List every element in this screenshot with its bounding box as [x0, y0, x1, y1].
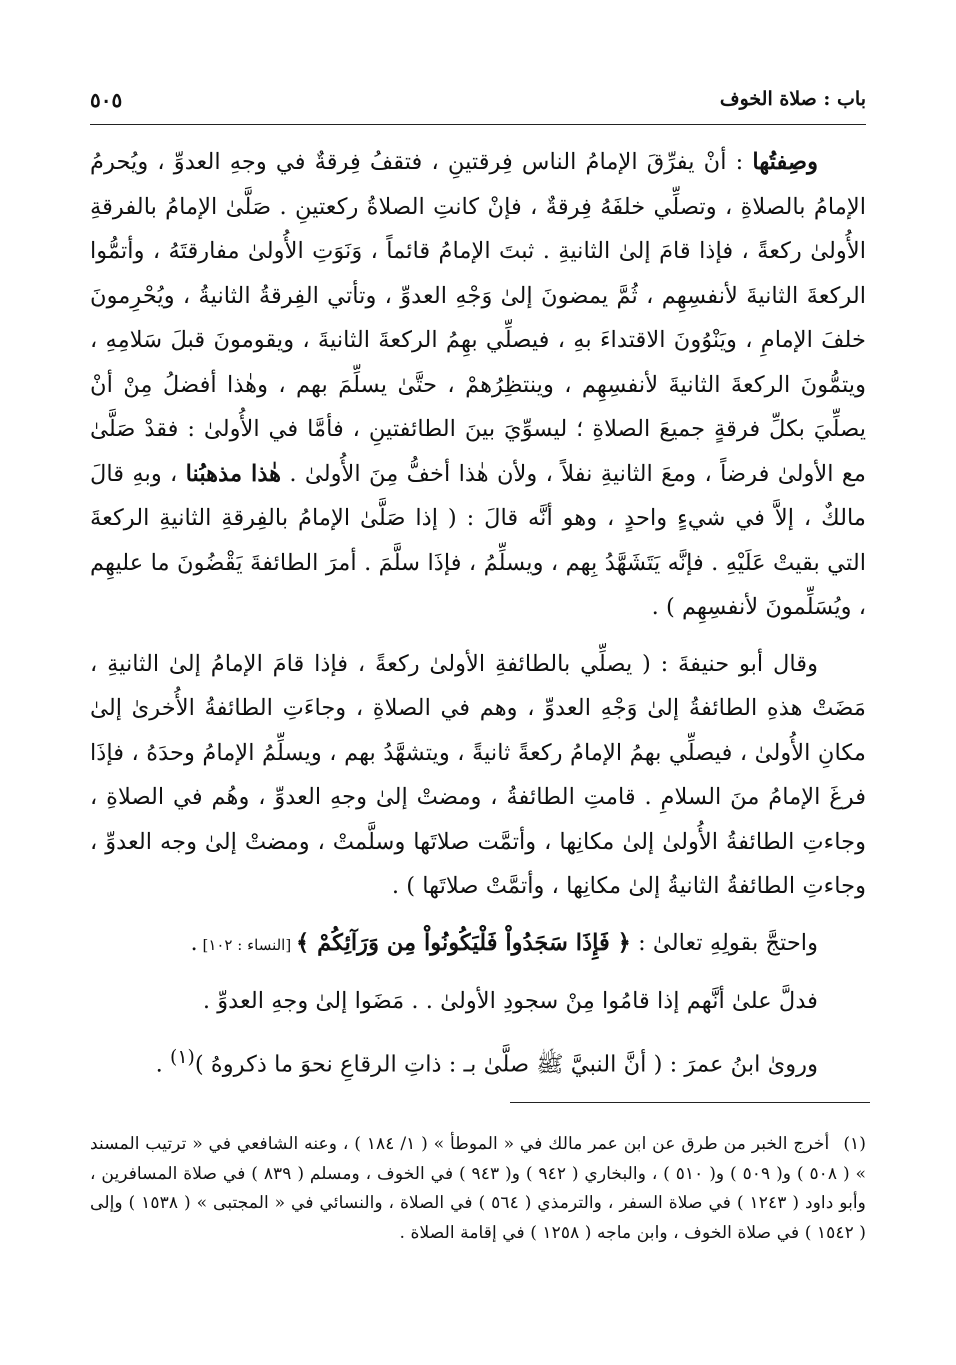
section-lead-word: وصِفتُها — [752, 149, 818, 175]
chapter-title: باب : صلاة الخوف — [719, 88, 866, 110]
paragraph-end: . — [155, 1051, 171, 1078]
footnote-reference[interactable]: (١) — [170, 1046, 195, 1068]
paragraph-description — [90, 140, 866, 630]
footnote-text: أخرج الخبر من طرق عن ابن عمر مالك في « الموطأ » ( ١/ ١٨٤ ) ، وعنه الشافعي في « ترتيب المسند » ( ٥٠٨ ) و( ٥٠٩ ) و( ٥١٠ ) ، والبخاري ( ٩٤٢ ) و( ٩٤٣ ) في الخوف ، ومسلم ( ٨٣٩ ) في صلاة المسافرين ، وأبو داود ( ١٢٤٣ ) في صلاة السفر ، والترمذي ( ٥٦٤ ) في الصلاة ، والنسائي في « المجتبى » ( ١٥٣٨ ) وإلى ( ١٥٤٢ ) في صلاة الخوف ، وابن ماجه ( ١٢٥٨ ) في إقامة الصلاة . — [90, 1134, 867, 1243]
quran-verse: ﴿ فَإِذَا سَجَدُواْ فَلْيَكُونُواْ مِن وَرَآئِكُمْ ﴾ — [295, 929, 631, 956]
paragraph-hadith — [90, 1036, 866, 1087]
header-divider — [90, 124, 866, 125]
paragraph-text: وروىٰ ابنُ عمرَ : ( أنَّ النبيَّ ﷺ صلَّىٰ بـ : ذاتِ الرقاعِ نحوَ ما ذكروهُ ) — [194, 1051, 818, 1078]
paragraph-text-continued: ، وبهِ قالَ مالكٌ ، إلاَّ في شيءٍ واحدٍ ، وهو أنَّه قالَ : ( إذا صَلَّىٰ الإمامُ بالفِرقةِ الثانيةِ الركعةَ التي بقيتْ عَلَيْهِ . فإنَّه يَتَشَهَّدُ بِهم ، ويسلِّمُ ، فإذَا سلَّمَ . أمرَ الطائفةَ يَقْضُونَ ما عليهِم ، ويُسَلِّمونَ لأنفسِهِم ) . — [90, 460, 866, 620]
main-text — [90, 140, 866, 1099]
paragraph-text: واحتجَّ بقولِهِ تعالىٰ : — [630, 929, 818, 956]
running-header — [90, 88, 866, 122]
madhhab-statement: هٰذا مذهبُنا — [185, 460, 282, 487]
footnote-item — [90, 1130, 866, 1248]
paragraph-text: فدلَّ علىٰ أنَّهم إذا قامُوا مِنْ سجودِ الأولىٰ . . مَضَوا إلىٰ وجهِ العدوِّ . — [202, 988, 818, 1014]
footnote-divider — [510, 1102, 870, 1103]
footnote-marker: (١) — [843, 1134, 866, 1154]
paragraph-quran-evidence — [90, 921, 866, 968]
footnotes — [90, 1130, 866, 1248]
paragraph-abu-hanifa — [90, 642, 866, 909]
paragraph-text: وقال أبو حنيفةَ : ( يصلِّي بالطائفةِ الأولىٰ ركعةً ، فإذا قامَ الإمامُ إلىٰ الثانيةِ ، مَضَتْ هذهِ الطائفةُ إلىٰ وَجْهِ العدوِّ ، وهم في الصلاةِ ، وجاءَتِ الطائفةُ الأُخرىٰ إلىٰ مكانِ الأُولىٰ ، فيصلِّي بهمُ الإمامُ ركعةً ثانيةً ، ويتشهَّدُ بهم ، ويسلِّمُ الإمامُ وحدَهُ ، فإذَا فرغَ الإمامُ منَ السلامِ . قامتِ الطائفةُ ، ومضتْ إلىٰ وجهِ العدوِّ ، وهُم في الصلاةِ ، وجاءتِ الطائفةُ الأُولىٰ إلىٰ مكانِها ، وأتمَّت صلاتَها وسلَّمتْ ، ومضتْ إلىٰ وجه العدوِّ ، وجاءتِ الطائفةُ الثانيةُ إلىٰ مكانِها ، وأتمَّتْ صلاتَها ) . — [90, 650, 866, 899]
page-number: ٥٠٥ — [90, 88, 123, 112]
verse-reference: [النساء : ١٠٢] — [197, 935, 296, 954]
paragraph-text: : أنْ يفرِّقَ الإمامُ الناس فِرقتينِ ، فتقفُ فِرقةٌ في وجهِ العدوِّ ، ويُحرمُ الإمامُ بالصلاةِ ، وتصلِّي خلفَهُ فِرقةٌ ، فإنْ كانتِ الصلاةُ ركعتينِ . صَلَّىٰ الإمامُ بالفرقةِ الأُولىٰ ركعةً ، فإذا قامَ إلىٰ الثانيةِ . ثبتَ الإمامُ قائماً ، وَنَوَتِ الأُولىٰ مفارقتَهُ ، وأتمُّوا الركعةَ الثانيةَ لأنفسِهِم ، ثُمَّ يمضونَ إلىٰ وَجْهِ العدوِّ ، وتأتي الفِرقةُ الثانيةُ ، ويُحْرِمونَ خلفَ الإمامِ ، ويَنْوُونَ الاقتداءَ بهِ ، فيصلِّي بهِمُ الركعةَ الثانيةَ ، ويقومونَ قبلَ سَلامِهِ ، ويتمُّونَ الركعةَ الثانيةَ لأنفسِهِم ، وينتظِرُهمْ ، حتَّىٰ يسلِّمَ بهم ، وهٰذا أفضلُ مِنْ أنْ يصلِّيَ بكلِّ فرقةٍ جميعَ الصلاةِ ؛ ليسوِّيَ بينَ الطائفتينِ ، فأمَّا في الأُولىٰ : فقدْ صَلَّىٰ مع الأولىٰ فرضاً ، ومعَ الثانيةِ نفلاً ، ولأن هٰذا أخفُّ مِنَ الأُولىٰ . — [90, 149, 866, 487]
paragraph-inference — [90, 979, 866, 1024]
paragraph-end: . — [190, 929, 198, 956]
